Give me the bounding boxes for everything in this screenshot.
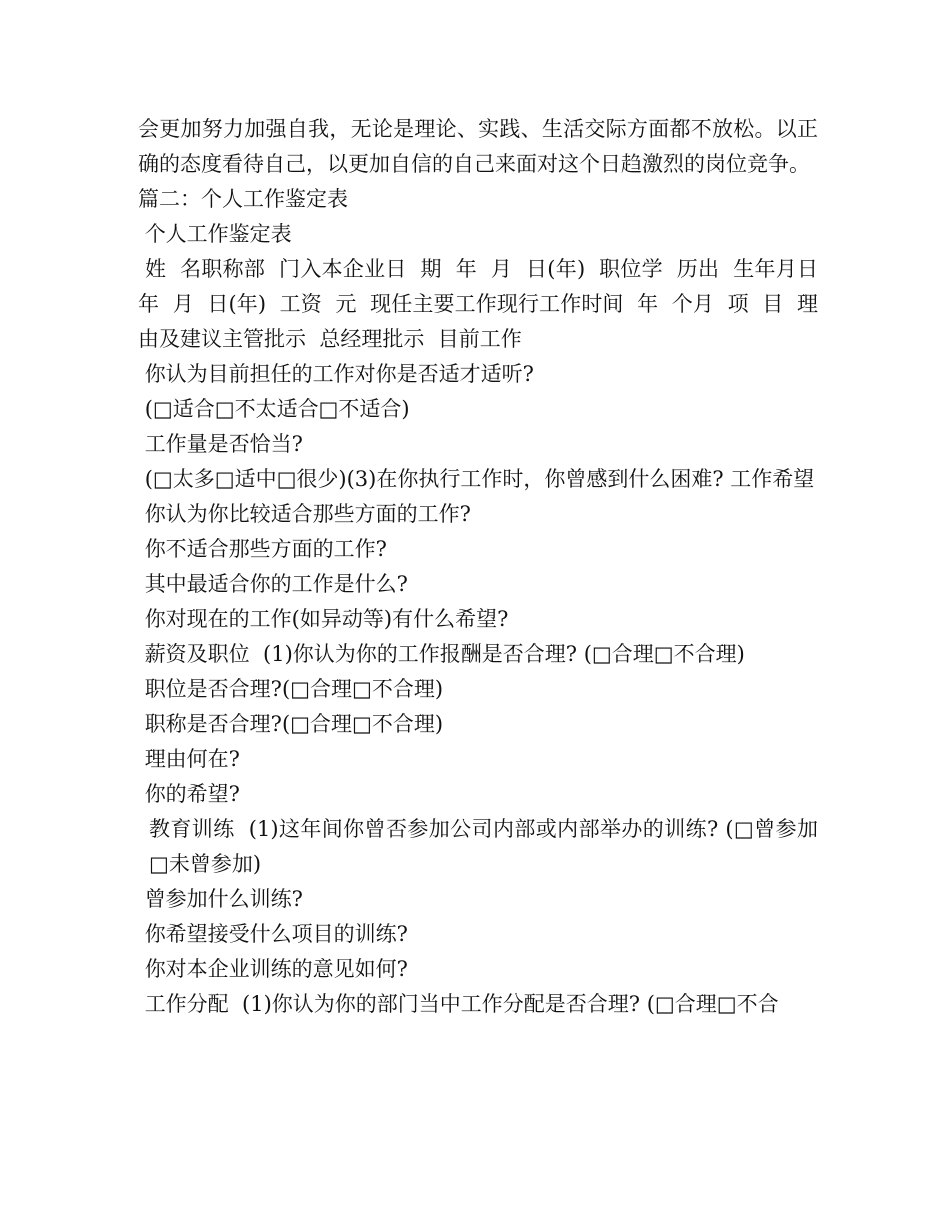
question-line: 你认为目前担任的工作对你是否适才适听? (138, 362, 534, 386)
question-line: 你不适合那些方面的工作? (138, 537, 387, 561)
form-title: 个人工作鉴定表 (138, 222, 292, 246)
question-line: 职称是否合理?(□合理□不合理) (138, 712, 444, 736)
question-line: 其中最适合你的工作是什么? (138, 572, 408, 596)
question-line: 你认为你比较适合那些方面的工作? (138, 502, 471, 526)
document-body (138, 112, 832, 1022)
options-line: (□适合□不太适合□不适合) (138, 397, 410, 421)
question-line: 你对现在的工作(如异动等)有什么希望? (138, 607, 509, 631)
form-header-fields: 姓 名职称部 门入本企业日 期 年 月 日(年) 职位学 历出 生年月日 年 月 日(年) 工资 元 现任主要工作现行工作时间 年 个月 项 目 理由及建议主管批示 总经理批示 目前工作 (138, 257, 832, 351)
question-line: 你希望接受什么项目的训练? (138, 922, 408, 946)
section-heading: 篇二：个人工作鉴定表 (138, 187, 348, 211)
question-line: 理由何在? (138, 747, 240, 771)
paragraph-intro: 会更加努力加强自我，无论是理论、实践、生活交际方面都不放松。以正确的态度看待自己，以更加自信的自己来面对这个日趋激烈的岗位竞争。 (138, 117, 818, 176)
question-line: 职位是否合理?(□合理□不合理) (138, 677, 444, 701)
question-line: (□太多□适中□很少)(3)在你执行工作时，你曾感到什么困难? 工作希望 (138, 467, 815, 491)
question-line: 你对本企业训练的意见如何? (138, 957, 408, 981)
question-line: 曾参加什么训练? (138, 887, 303, 911)
question-line: 工作量是否恰当? (138, 432, 303, 456)
question-line: 你的希望? (138, 782, 240, 806)
question-line: 薪资及职位 (1)你认为你的工作报酬是否合理? (□合理□不合理) (138, 642, 745, 666)
question-line: 教育训练 (1)这年间你曾否参加公司内部或内部举办的训练? (□曾参加□未曾参加) (149, 817, 818, 876)
question-line: 工作分配 (1)你认为你的部门当中工作分配是否合理? (□合理□不合 (138, 992, 779, 1016)
